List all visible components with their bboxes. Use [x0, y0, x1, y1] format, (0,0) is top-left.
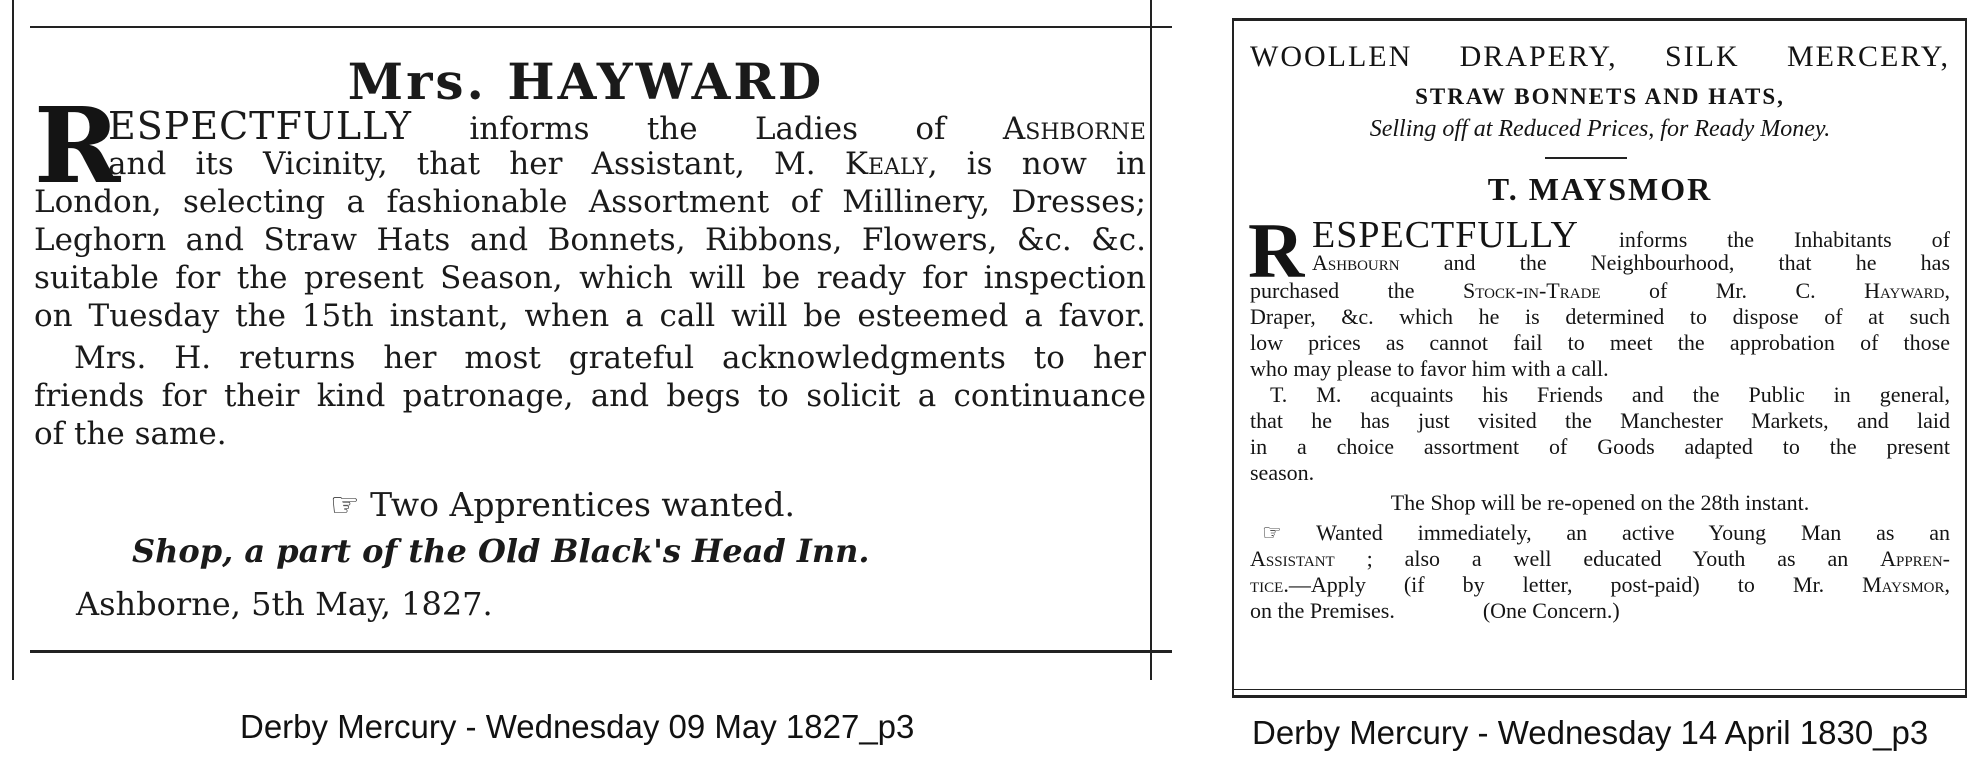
ad-line — [108, 145, 1146, 183]
text-run: ; also a well educated Youth as an — [1334, 546, 1881, 571]
text-run: .—Apply (if by letter, post-paid) to Mr. — [1283, 572, 1863, 597]
ad-line — [1270, 382, 1950, 408]
small-caps-text: Maysmor — [1862, 572, 1945, 597]
text-run: that he has just visited the Manchester Markets, and laid — [1250, 408, 1950, 433]
text-run: low prices as cannot fail to meet the approbation of those — [1250, 330, 1950, 355]
ad-line — [1250, 356, 1950, 382]
small-caps-text: Ashbourn — [1312, 250, 1400, 275]
text-run: Mrs. H. returns her most grateful acknowledgments to her — [74, 340, 1146, 376]
heading-selling: Selling off at Reduced Prices, for Ready Money. — [1369, 116, 1831, 142]
text-run: of Mr. C. — [1600, 278, 1865, 303]
ad-title: Mrs. HAYWARD — [347, 52, 825, 111]
shop-location: Shop, a part of the Old Black's Head Inn. — [132, 532, 870, 570]
ad-line — [1250, 546, 1950, 572]
text-run: ☞ Wanted immediately, an active Young Man as an — [1262, 520, 1950, 545]
ad-line — [34, 221, 1146, 259]
text-run: in a choice assortment of Goods adapted to the present — [1250, 434, 1950, 459]
ad-line — [74, 339, 1146, 377]
text-run: on Tuesday the 15th instant, when a call will be esteemed a favor. — [34, 298, 1146, 334]
ad-line — [1262, 520, 1950, 546]
text-run: on the Premises. (One Concern.) — [1250, 598, 1620, 623]
merchant-name: T. MAYSMOR — [1487, 171, 1713, 207]
text-run: friends for their kind patronage, and begs to solicit a continuance — [34, 378, 1146, 414]
bottom-rule — [30, 650, 1172, 653]
text-run: ESPECTFULLY — [1312, 214, 1579, 256]
drop-cap: R — [34, 84, 121, 207]
text-run: purchased the — [1250, 278, 1464, 303]
text-run: Draper, &c. which he is determined to dispose of at such — [1250, 304, 1950, 329]
text-run: who may please to favor him with a call. — [1250, 356, 1609, 381]
right-clipping — [1232, 18, 1967, 698]
ad-line — [34, 377, 1146, 415]
small-caps-text: Assistant — [1250, 546, 1335, 571]
ad-line — [1250, 304, 1950, 330]
ad-line — [34, 259, 1146, 297]
ad-line — [1250, 598, 1950, 624]
divider-rule — [1545, 157, 1627, 159]
caption-right: Derby Mercury - Wednesday 14 April 1830_p3 — [1252, 714, 1929, 751]
apprentices-notice: ☞ Two Apprentices wanted. — [330, 485, 795, 524]
ad-line — [1250, 490, 1950, 516]
text-run: of the same. — [34, 416, 227, 452]
ad-line — [108, 104, 1146, 148]
ad-line — [1250, 330, 1950, 356]
ad-line — [34, 415, 227, 453]
ad-line — [1312, 214, 1950, 256]
heading-drapery: WOOLLEN DRAPERY, SILK MERCERY, — [1250, 40, 1950, 73]
text-run: , is now in — [927, 146, 1146, 182]
frame-left — [1232, 18, 1234, 698]
small-caps-text: Hayward — [1864, 278, 1945, 303]
small-caps-text: Appren- — [1880, 546, 1950, 571]
text-run: suitable for the present Season, which will be ready for inspection — [34, 260, 1146, 296]
text-run: T. M. acquaints his Friends and the Public in general, — [1270, 382, 1950, 407]
text-run: London, selecting a fashionable Assortment of Millinery, Dresses; — [34, 184, 1146, 220]
text-run: season. — [1250, 460, 1315, 485]
small-caps-text: Kealy — [844, 146, 928, 182]
top-rule — [30, 26, 1172, 28]
ad-line — [1250, 278, 1950, 304]
caption-left: Derby Mercury - Wednesday 09 May 1827_p3 — [240, 708, 915, 745]
ad-line — [1250, 572, 1950, 598]
text-run: informs the Inhabitants of — [1578, 227, 1950, 252]
text-run: and its Vicinity, that her Assistant, M. — [108, 146, 845, 182]
text-run: , — [1944, 572, 1950, 597]
frame-right — [1965, 18, 1967, 698]
ad-line — [1312, 250, 1950, 276]
frame-inner-rule — [1232, 689, 1967, 690]
ad-line — [1250, 408, 1950, 434]
text-run: and the Neighbourhood, that he has — [1399, 250, 1950, 275]
ad-line — [1250, 434, 1950, 460]
small-caps-text: Stock-in-Trade — [1463, 278, 1601, 303]
ad-line — [34, 183, 1146, 221]
ad-date: Ashborne, 5th May, 1827. — [76, 585, 493, 623]
text-run: informs the Ladies of — [412, 111, 1003, 147]
heading-bonnets: STRAW BONNETS AND HATS, — [1415, 84, 1785, 109]
small-caps-text: tice — [1250, 572, 1284, 597]
text-run: , — [1944, 278, 1950, 303]
ad-line — [34, 297, 1146, 335]
ad-line — [1250, 460, 1950, 486]
frame-top — [1232, 18, 1967, 21]
frame-bottom — [1232, 695, 1967, 698]
small-caps-text: Ashborne — [1002, 111, 1146, 147]
drop-cap: R — [1248, 207, 1305, 294]
text-run: Leghorn and Straw Hats and Bonnets, Ribbons, Flowers, &c. &c. — [34, 222, 1146, 258]
text-run: ESPECTFULLY — [108, 104, 413, 148]
text-run: The Shop will be re-opened on the 28th instant. — [1390, 490, 1810, 515]
